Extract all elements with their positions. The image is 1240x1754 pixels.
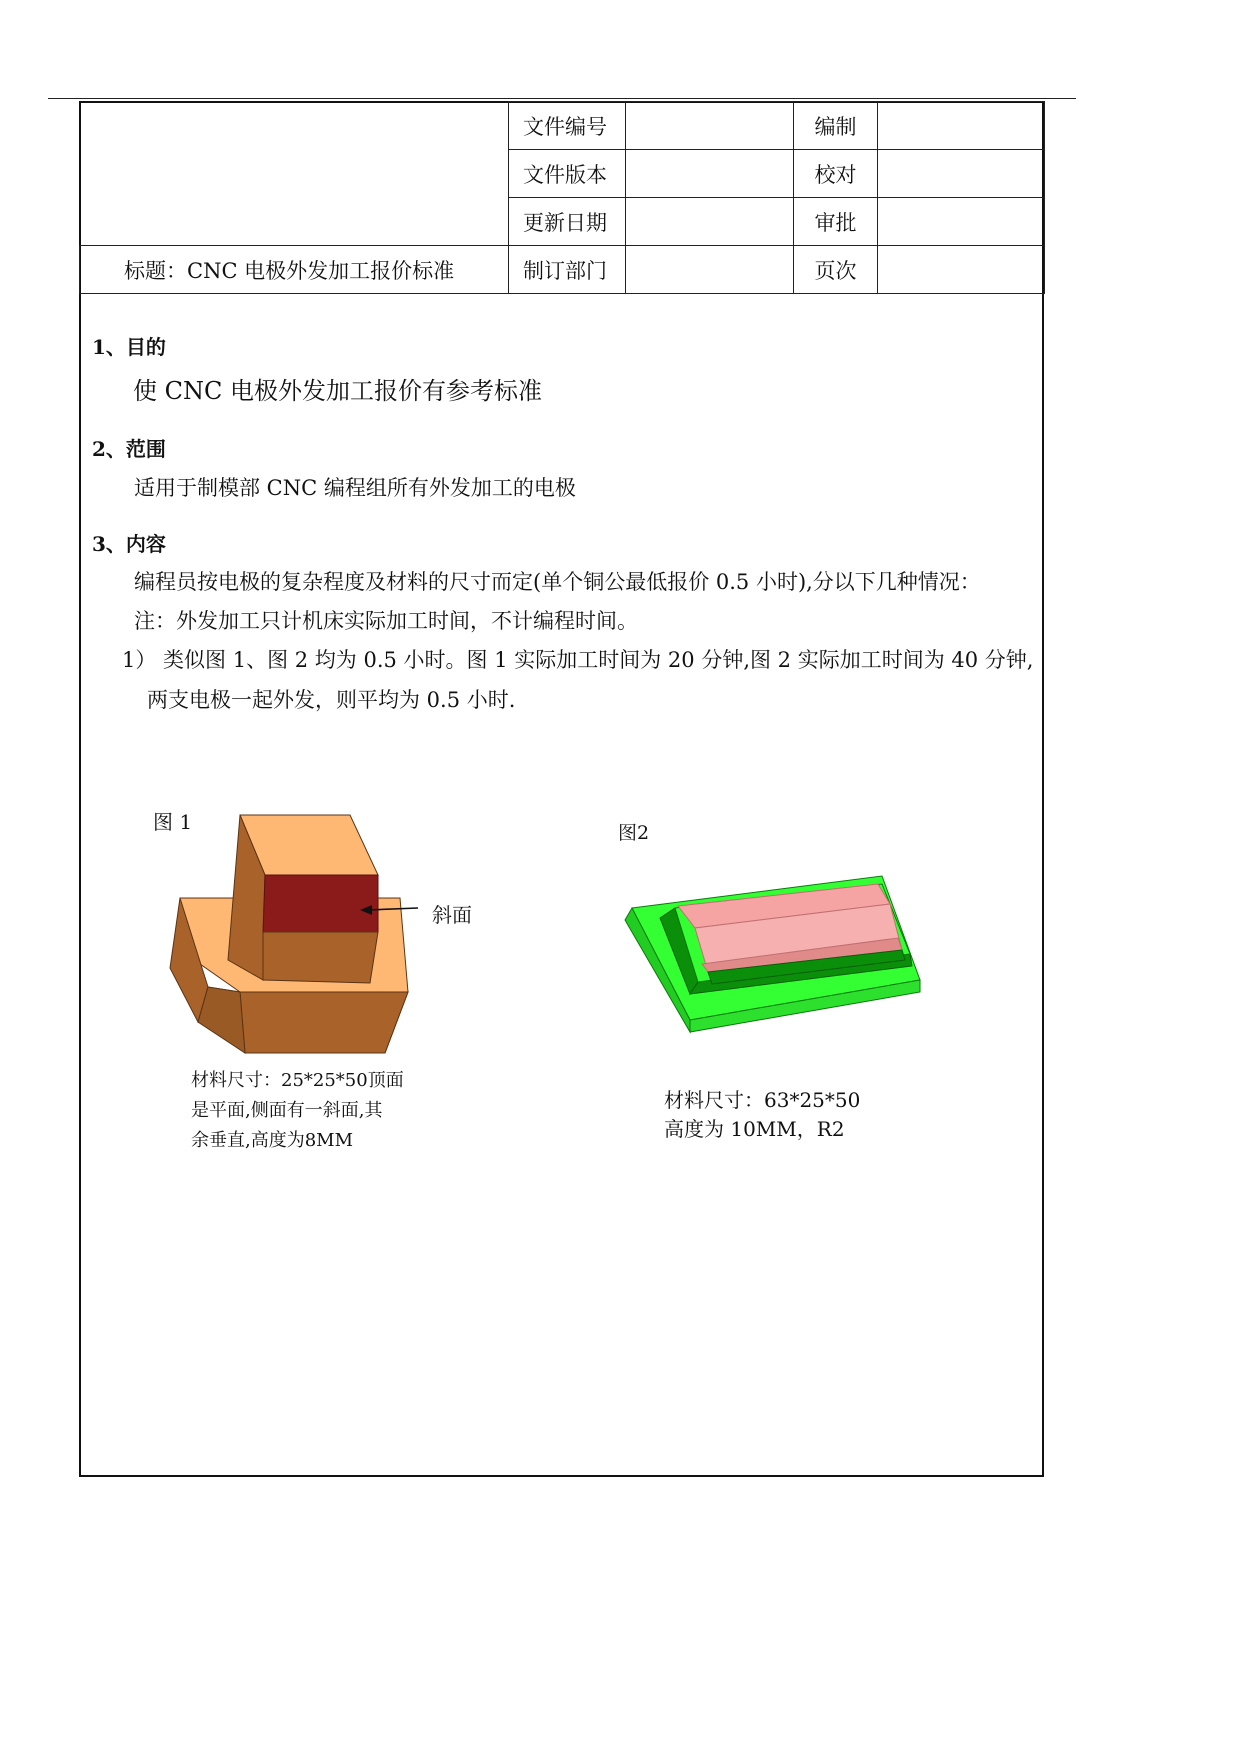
section-1-text: 使 CNC 电极外发加工报价有参考标准: [133, 377, 542, 405]
dept-value: [626, 246, 794, 294]
update-date-label: 更新日期: [509, 198, 626, 246]
dept-label: 制订部门: [509, 246, 626, 294]
section-3-item-1-line-2: 两支电极一起外发，则平均为 0.5 小时.: [147, 688, 516, 712]
figure-2-drawing: [620, 868, 930, 1038]
update-date-value: [626, 198, 794, 246]
section-3-line-2: 注：外发加工只计机床实际加工时间，不计编程时间。: [134, 609, 638, 633]
doc-title: 标题：CNC 电极外发加工报价标准: [80, 246, 509, 294]
compile-value: [878, 102, 1045, 150]
section-1-heading: 1、目的: [92, 335, 166, 359]
fig1-front-lower: [263, 932, 378, 983]
figure-1-caption-line-3: 余垂直,高度为8MM: [191, 1130, 354, 1151]
doc-ver-value: [626, 150, 794, 198]
figure-1-caption: [191, 1066, 404, 1156]
doc-ver-label: 文件版本: [509, 150, 626, 198]
section-3-item-1-line-1: 1） 类似图 1、图 2 均为 0.5 小时。图 1 实际加工时间为 20 分钟,图 2 实际加工时间为 40 分钟,: [122, 648, 1034, 672]
figure-1-caption-line-2: 是平面,侧面有一斜面,其: [191, 1100, 383, 1121]
approve-value: [878, 198, 1045, 246]
page-frame: [79, 101, 1044, 1477]
page-value: [878, 246, 1045, 294]
figure-2-label: 图2: [618, 822, 650, 844]
approve-label: 审批: [794, 198, 878, 246]
fig1-slant-face: [263, 875, 378, 932]
section-2-heading: 2、范围: [92, 437, 166, 461]
fig1-base-side-slant: [198, 987, 245, 1053]
figure-2-caption-line-2: 高度为 10MM，R2: [664, 1117, 845, 1141]
fig1-base-side-front2: [240, 992, 408, 1053]
section-3-line-1: 编程员按电极的复杂程度及材料的尺寸而定(单个铜公最低报价 0.5 小时),分以下几种情况：: [134, 570, 981, 594]
page-label: 页次: [794, 246, 878, 294]
figure-1-annotation: 斜面: [432, 903, 472, 927]
proof-label: 校对: [794, 150, 878, 198]
figure-2-caption-line-1: 材料尺寸：63*25*50: [664, 1088, 861, 1112]
figure-2-caption: [664, 1086, 860, 1144]
top-rule: [48, 98, 1076, 99]
figure-1-drawing: [150, 810, 420, 1060]
doc-no-value: [626, 102, 794, 150]
section-2-text: 适用于制模部 CNC 编程组所有外发加工的电极: [134, 476, 576, 500]
figure-1-caption-line-1: 材料尺寸：25*25*50顶面: [191, 1070, 404, 1091]
doc-no-label: 文件编号: [509, 102, 626, 150]
header-table: [79, 101, 1045, 294]
proof-value: [878, 150, 1045, 198]
section-3-heading: 3、内容: [92, 532, 166, 556]
header-blank-cell: [80, 102, 509, 246]
compile-label: 编制: [794, 102, 878, 150]
figure-1-label: 图 1: [153, 810, 193, 834]
